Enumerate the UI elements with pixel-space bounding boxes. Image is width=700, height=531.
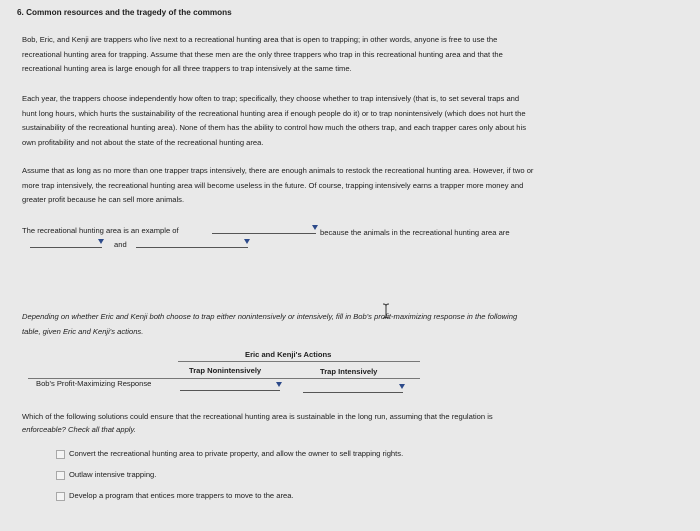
intro-paragraph xyxy=(22,33,662,77)
text-cursor-icon xyxy=(381,303,391,319)
rivalry-dropdown[interactable] xyxy=(136,238,248,248)
table-instructions xyxy=(22,310,662,339)
response-nonintensive-dropdown[interactable] xyxy=(180,381,280,391)
choice-line: sustainability of the recreational hunting area). None of them has the ability to control how much the others trap, and each trapper cares only about his xyxy=(22,123,527,133)
response-intensive-dropdown[interactable] xyxy=(303,383,403,393)
intro-line: recreational hunting area for trapping. Assume that these men are the only three trappers who trap in this recreational hunting area and that the xyxy=(22,49,503,59)
choice-line: hunt long hours, which hurts the sustainability of the recreational hunting area if enough people do it) or to trap nonintensively (which does not hurt the xyxy=(22,108,526,118)
option-label-outlaw[interactable]: Outlaw intensive trapping. xyxy=(69,470,157,479)
excludability-dropdown[interactable] xyxy=(30,238,102,248)
option-label-entice[interactable]: Develop a program that entices more trappers to move to the area. xyxy=(69,491,294,500)
table-instructions-line: table, given Eric and Kenji's actions. xyxy=(22,326,144,336)
assumption-line: greater profit because he can sell more animals. xyxy=(22,195,185,205)
resource-type-dropdown[interactable] xyxy=(212,224,316,234)
option-checkbox-entice[interactable] xyxy=(56,492,65,501)
column-header-nonintensive: Trap Nonintensively xyxy=(189,366,262,375)
choice-paragraph xyxy=(22,92,662,150)
assumption-line: more trap intensively, the recreational hunting area will become useless in the future. Of course, trapping intensively earns a trapper more money and xyxy=(22,180,524,190)
fill-sentence-middle: because the animals in the recreational hunting area are xyxy=(320,228,510,237)
table-instructions-line: Depending on whether Eric and Kenji both choose to trap either nonintensively or intensively, fill in Bob's profit-maximizing response in the following xyxy=(22,312,518,321)
assumption-line: Assume that as long as no more than one trapper traps intensively, there are enough animals to restock the recreational hunting area. However, if two or xyxy=(22,166,534,175)
option-checkbox-outlaw[interactable] xyxy=(56,471,65,480)
option-checkbox-private-property[interactable] xyxy=(56,450,65,459)
intro-line: Bob, Eric, and Kenji are trappers who live next to a recreational hunting area that is open to trapping; in other words, anyone is free to use the xyxy=(22,35,498,44)
header-divider xyxy=(178,361,420,362)
choice-line: Each year, the trappers choose independently how often to trap; specifically, they choose whether to trap intensively (that is, to set several traps and xyxy=(22,94,520,103)
chevron-down-icon xyxy=(399,384,405,389)
intro-line: recreational hunting area is large enough for all three trappers to trap intensively at the same time. xyxy=(22,64,352,74)
assumption-paragraph xyxy=(22,164,662,208)
fill-and-text: and xyxy=(114,240,127,249)
chevron-down-icon xyxy=(244,239,250,244)
solutions-question xyxy=(22,411,662,437)
choice-line: own profitability and not about the state of the recreational hunting area. xyxy=(22,137,264,147)
solutions-question-line: enforceable? Check all that apply. xyxy=(22,424,136,434)
row-label: Bob's Profit-Maximizing Response xyxy=(36,379,152,388)
option-label-private-property[interactable]: Convert the recreational hunting area to private property, and allow the owner to sell trapping rights. xyxy=(69,449,404,458)
question-title: 6. Common resources and the tragedy of the commons xyxy=(17,8,232,17)
chevron-down-icon xyxy=(312,225,318,230)
fill-sentence-start: The recreational hunting area is an example of xyxy=(22,226,179,235)
chevron-down-icon xyxy=(276,382,282,387)
solutions-question-line: Which of the following solutions could ensure that the recreational hunting area is sustainable in the long run, assuming that the regulation is xyxy=(22,412,493,421)
table-group-header: Eric and Kenji's Actions xyxy=(245,350,332,359)
chevron-down-icon xyxy=(98,239,104,244)
column-header-intensive: Trap Intensively xyxy=(320,367,378,376)
